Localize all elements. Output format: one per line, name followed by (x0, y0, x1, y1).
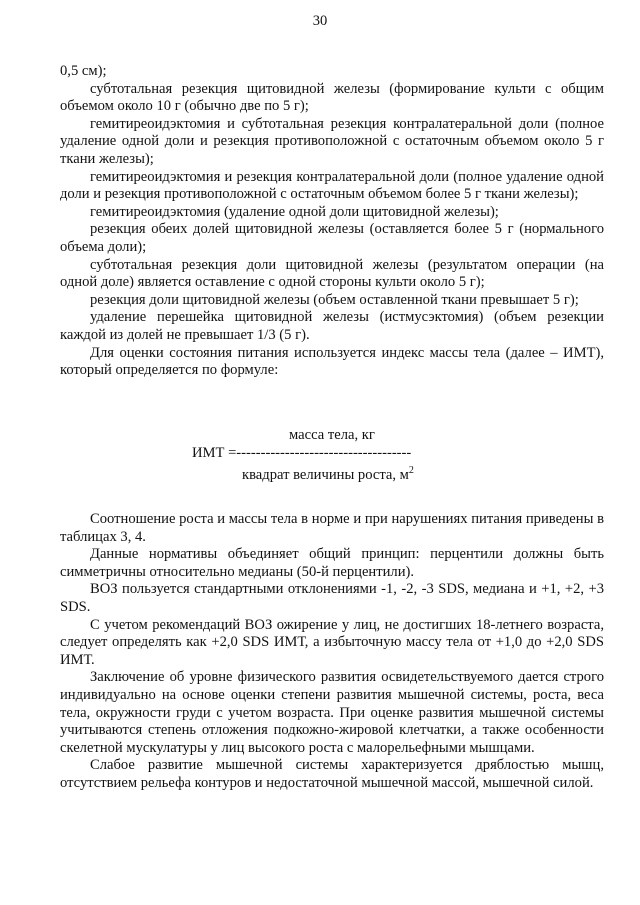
formula-denominator: квадрат величины роста, м (242, 466, 409, 483)
paragraph: субтотальная резекция доли щитовидной железы (результатом операции (на одной доле) является оставление с одной стороны культи около 5 г); (60, 256, 604, 291)
formula-denominator-wrap (242, 462, 414, 484)
paragraph: резекция обеих долей щитовидной железы (оставляется более 5 г (нормального объема доли); (60, 221, 604, 255)
paragraph: удаление перешейка щитовидной железы (истмусэктомия) (объем резекции каждой из долей не превышает 1/3 (5 г). (60, 309, 604, 343)
formula-numerator: масса тела, кг (289, 427, 375, 443)
formula-superscript: 2 (408, 465, 414, 476)
paragraph: Слабое развитие мышечной системы характеризуется дряблостью мышц, отсутствием рельефа контуров и недостаточной мышечной массой, мышечной силой. (60, 757, 604, 791)
bottom-text-block (60, 511, 604, 793)
paragraph: гемитиреоидэктомия и субтотальная резекция контралатеральной доли (полное удаление одной доли и резекция противоположной с остаточным объемом около 5 г ткани железы); (60, 115, 604, 167)
paragraph: Данные нормативы объединяет общий принцип: перцентили должны быть симметричны относительно медианы (50-й перцентили). (60, 546, 604, 580)
top-text-block (60, 63, 604, 380)
paragraph: ВОЗ пользуется стандартными отклонениями -1, -2, -3 SDS, медиана и +1, +2, +3 SDS. (60, 581, 604, 615)
paragraph: С учетом рекомендаций ВОЗ ожирение у лиц, не достигших 18-летнего возраста, следует определять как +2,0 SDS ИМТ, а избыточную массу тела от +1,0 до +2,0 SDS ИМТ. (60, 616, 604, 668)
paragraph: гемитиреоидэктомия (удаление одной доли щитовидной железы); (90, 203, 499, 220)
paragraph: Соотношение роста и массы тела в норме и при нарушениях питания приведены в таблицах 3, 4. (60, 511, 604, 545)
paragraph: резекция доли щитовидной железы (объем оставленной ткани превышает 5 г); (90, 291, 579, 308)
paragraph: Для оценки состояния питания используется индекс массы тела (далее – ИМТ), который определяется по формуле: (60, 344, 604, 379)
paragraph: субтотальная резекция щитовидной железы (формирование культи с общим объемом около 10 г (обычно две по 5 г); (60, 80, 604, 115)
paragraph: гемитиреоидэктомия и резекция контралатеральной доли (полное удаление одной доли и резекция противоположной с остаточным объемом более 5 г ткани железы); (60, 168, 604, 203)
paragraph: Заключение об уровне физического развития освидетельствуемого дается строго индивидуально на основе оценки степени развития мышечной системы, роста, веса тела, окружности груди с учетом возраста. При оценке развития мышечной системы учитываются степень отложения подкожно-жировой клетчатки, а также особенности скелетной мускулатуры у лиц высокого роста с малорельефными мышцами. (60, 669, 604, 756)
paragraph: 0,5 см); (60, 63, 107, 79)
formula-lhs: ИМТ =------------------------------------ (192, 445, 412, 461)
page-number: 30 (312, 13, 328, 29)
